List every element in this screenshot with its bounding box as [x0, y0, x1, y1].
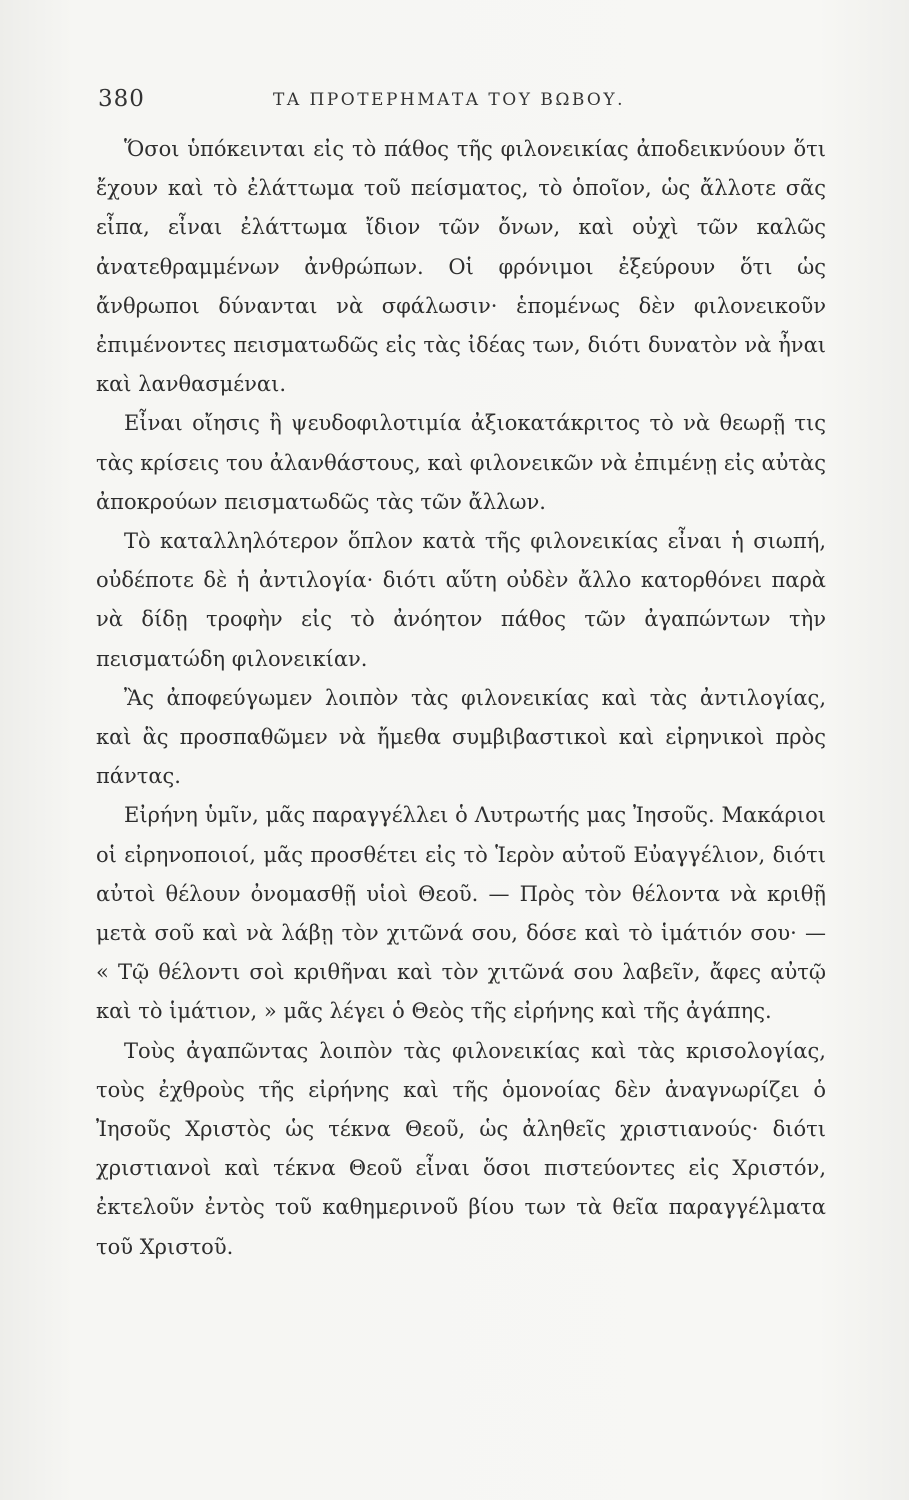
page-number: 380 — [98, 86, 145, 112]
paragraph: Τὸ καταλληλότερον ὅπλον κατὰ τῆς φιλονεικίας εἶναι ἡ σιωπή, οὐδέποτε δὲ ἡ ἀντιλογία· διότι αὕτη οὐδὲν ἄλλο κατορθόνει παρὰ νὰ δίδῃ τροφὴν εἰς τὸ ἀνόητον πάθος τῶν ἀγαπώντων τὴν πεισματώδη φιλονεικίαν. — [96, 529, 826, 671]
paragraph: Τοὺς ἀγαπῶντας λοιπὸν τὰς φιλονεικίας καὶ τὰς κρισολογίας, τοὺς ἐχθροὺς τῆς εἰρήνης καὶ τῆς ὁμονοίας δὲν ἀναγνωρίζει ὁ Ἰησοῦς Χριστὸς ὡς τέκνα Θεοῦ, ὡς ἀληθεῖς χριστιανούς· διότι χριστιανοὶ καὶ τέκνα Θεοῦ εἶναι ὅσοι πιστεύοντες εἰς Χριστόν, ἐκτελοῦν ἐντὸς τοῦ καθημερινοῦ βίου των τὰ θεῖα παραγγέλματα τοῦ Χριστοῦ. — [96, 1038, 826, 1259]
paragraph: Εἶναι οἴησις ἢ ψευδοφιλοτιμία ἀξιοκατάκριτος τὸ νὰ θεωρῇ τις τὰς κρίσεις του ἀλανθάστους, καὶ φιλονεικῶν νὰ ἐπιμένῃ εἰς αὐτὰς ἀποκρούων πεισματωδῶς τὰς τῶν ἄλλων. — [96, 411, 826, 514]
running-title: ΤΑ ΠΡΟΤΕΡΗΜΑΤΑ ΤΟΥ ΒΩΒΟΥ. — [273, 90, 625, 110]
body-text — [96, 130, 826, 1267]
running-head — [98, 86, 818, 120]
paragraph: Εἰρήνη ὑμῖν, μᾶς παραγγέλλει ὁ Λυτρωτής μας Ἰησοῦς. Μακάριοι οἱ εἰρηνοποιοί, μᾶς προσθέτει εἰς τὸ Ἱερὸν αὐτοῦ Εὐαγγέλιον, διότι αὐτοὶ θέλουν ὀνομασθῇ υἱοὶ Θεοῦ. — Πρὸς τὸν θέλοντα νὰ κριθῇ μετὰ σοῦ καὶ νὰ λάβῃ τὸν χιτῶνά σου, δόσε καὶ τὸ ἱμάτιόν σου· — « Τῷ θέλοντι σοὶ κριθῆναι καὶ τὸν χιτῶνά σου λαβεῖν, ἄφες αὐτῷ καὶ τὸ ἱμάτιον, » μᾶς λέγει ὁ Θεὸς τῆς εἰρήνης καὶ τῆς ἀγάπης. — [96, 803, 826, 1024]
paragraph: Ὅσοι ὑπόκεινται εἰς τὸ πάθος τῆς φιλονεικίας ἀποδεικνύουν ὅτι ἔχουν καὶ τὸ ἐλάττωμα τοῦ πείσματος, τὸ ὁποῖον, ὡς ἄλλοτε σᾶς εἶπα, εἶναι ἐλάττωμα ἴδιον τῶν ὄνων, καὶ οὐχὶ τῶν καλῶς ἀνατεθραμμένων ἀνθρώπων. Οἱ φρόνιμοι ἐξεύρουν ὅτι ὡς ἄνθρωποι δύνανται νὰ σφάλωσιν· ἑπομένως δὲν φιλονεικοῦν ἐπιμένοντες πεισματωδῶς εἰς τὰς ἰδέας των, διότι δυνατὸν νὰ ἦναι καὶ λανθασμέναι. — [96, 137, 826, 397]
paragraph: Ἂς ἀποφεύγωμεν λοιπὸν τὰς φιλονεικίας καὶ τὰς ἀντιλογίας, καὶ ἃς προσπαθῶμεν νὰ ἤμεθα συμβιβαστικοὶ καὶ εἰρηνικοὶ πρὸς πάντας. — [96, 685, 826, 789]
